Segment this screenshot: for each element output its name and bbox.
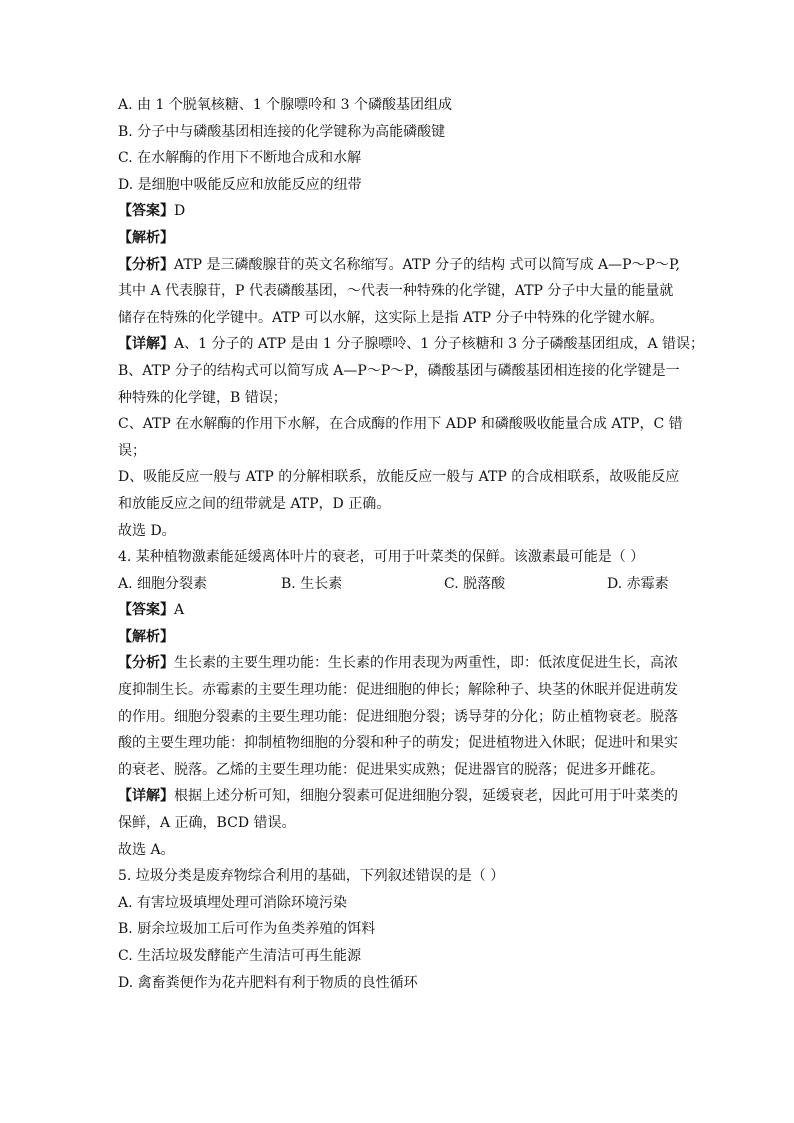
q4-fenxi-line: 的衰老、脱落。乙烯的主要生理功能：促进果实成熟；促进器官的脱落；促进多开雌花。 <box>118 761 664 778</box>
analysis-tag: 【解析】 <box>118 229 174 246</box>
q3-option-c: C. 在水解酶的作用下不断地合成和水解 <box>118 150 362 167</box>
q3-option-d: D. 是细胞中吸能反应和放能反应的纽带 <box>118 176 362 193</box>
xiangjie-text: A、1 分子的 ATP 是由 1 分子腺嘌呤、1 分子核糖和 3 分子磷酸基团组成，A 错误； <box>174 336 705 353</box>
document-content <box>118 92 705 996</box>
q5-stem: 5. 垃圾分类是废弃物综合利用的基础，下列叙述错误的是（ ） <box>118 868 505 885</box>
q3-xiangjie-line <box>118 331 705 358</box>
fenxi-tag: 【分析】 <box>118 256 174 273</box>
q4-fenxi-line: 的作用。细胞分裂素的主要生理功能：促进细胞分裂；诱导芽的分化；防止植物衰老。脱落 <box>118 708 678 725</box>
q4-option-a: A. 细胞分裂素 <box>118 575 208 592</box>
answer-value: D <box>174 203 186 220</box>
q3-option-b: B. 分子中与磷酸基团相连接的化学键称为高能磷酸键 <box>118 123 446 140</box>
q3-xiangjie-line: C、ATP 在水解酶的作用下水解，在合成酶的作用下 ADP 和磷酸吸收能量合成 ATP，C 错 <box>118 416 683 433</box>
q3-fenxi-line: 其中 A 代表腺苷，P 代表磷酸基团，～代表一种特殊的化学键，ATP 分子中大量的能量就 <box>118 283 674 300</box>
xiangjie-text: 根据上述分析可知，细胞分裂素可促进细胞分裂，延缓衰老，因此可用于叶菜类的 <box>174 788 678 805</box>
q5-option-b: B. 厨余垃圾加工后可作为鱼类养殖的饵料 <box>118 921 376 938</box>
q4-option-d: D. 赤霉素 <box>607 575 669 592</box>
q5-option-d: D. 禽畜粪便作为花卉肥料有利于物质的良性循环 <box>118 974 418 991</box>
q3-option-a: A. 由 1 个脱氧核糖、1 个腺嘌呤和 3 个磷酸基团组成 <box>118 97 452 113</box>
q4-xiangjie-line: 保鲜，A 正确，BCD 错误。 <box>118 815 296 832</box>
q4-option-b: B. 生长素 <box>281 575 343 592</box>
q3-xiangjie-line: 和放能反应之间的纽带就是 ATP，D 正确。 <box>118 495 391 512</box>
xiangjie-tag: 【详解】 <box>118 336 174 353</box>
q4-analysis-heading <box>118 624 686 651</box>
q3-xiangjie-line: 误； <box>118 442 146 459</box>
answer-value: A <box>174 602 185 619</box>
answer-tag: 【答案】 <box>118 203 174 220</box>
q4-answer <box>118 597 686 624</box>
q3-xiangjie-line: 种特殊的化学键，B 错误； <box>118 389 287 406</box>
q5-option-a: A. 有害垃圾填埋处理可消除环境污染 <box>118 894 348 911</box>
q3-xiangjie-line: D、吸能反应一般与 ATP 的分解相联系，放能反应一般与 ATP 的合成相联系，故吸能反应 <box>118 469 680 486</box>
q3-answer <box>118 198 686 225</box>
q4-fenxi-line <box>118 650 686 677</box>
answer-tag: 【答案】 <box>118 602 174 619</box>
fenxi-text: ATP 是三磷酸腺苷的英文名称缩写。ATP 分子的结构 式可以简写成 A—P～P～P, <box>174 256 680 273</box>
q4-option-c: C. 脱落酸 <box>444 575 506 592</box>
q4-options-row <box>118 571 686 598</box>
analysis-tag: 【解析】 <box>118 628 174 645</box>
q3-fenxi-line: 储存在特殊的化学键中。ATP 可以水解，这实际上是指 ATP 分子中特殊的化学键水解。 <box>118 309 664 326</box>
q3-analysis-heading <box>118 225 686 252</box>
xiangjie-tag: 【详解】 <box>118 788 174 805</box>
q3-xiangjie-line: B、ATP 分子的结构式可以简写成 A—P～P～P，磷酸基团与磷酸基团相连接的化学键是一 <box>118 362 680 379</box>
q3-fenxi-line <box>118 252 686 279</box>
q4-fenxi-line: 酸的主要生理功能：抑制植物细胞的分裂和种子的萌发；促进植物进入休眠；促进叶和果实 <box>118 735 678 752</box>
q4-xiangjie-line <box>118 783 686 810</box>
q4-fenxi-line: 度抑制生长。赤霉素的主要生理功能：促进细胞的伸长；解除种子、块茎的休眠并促进萌发 <box>118 682 678 699</box>
q4-stem: 4. 某种植物激素能延缓离体叶片的衰老，可用于叶菜类的保鲜。该激素最可能是（ ） <box>118 549 645 566</box>
fenxi-text: 生长素的主要生理功能：生长素的作用表现为两重性，即：低浓度促进生长，高浓 <box>174 655 678 672</box>
q5-option-c: C. 生活垃圾发酵能产生清洁可再生能源 <box>118 948 362 964</box>
q3-conclusion: 故选 D。 <box>118 522 176 539</box>
q4-conclusion: 故选 A。 <box>118 841 175 858</box>
fenxi-tag: 【分析】 <box>118 655 174 672</box>
